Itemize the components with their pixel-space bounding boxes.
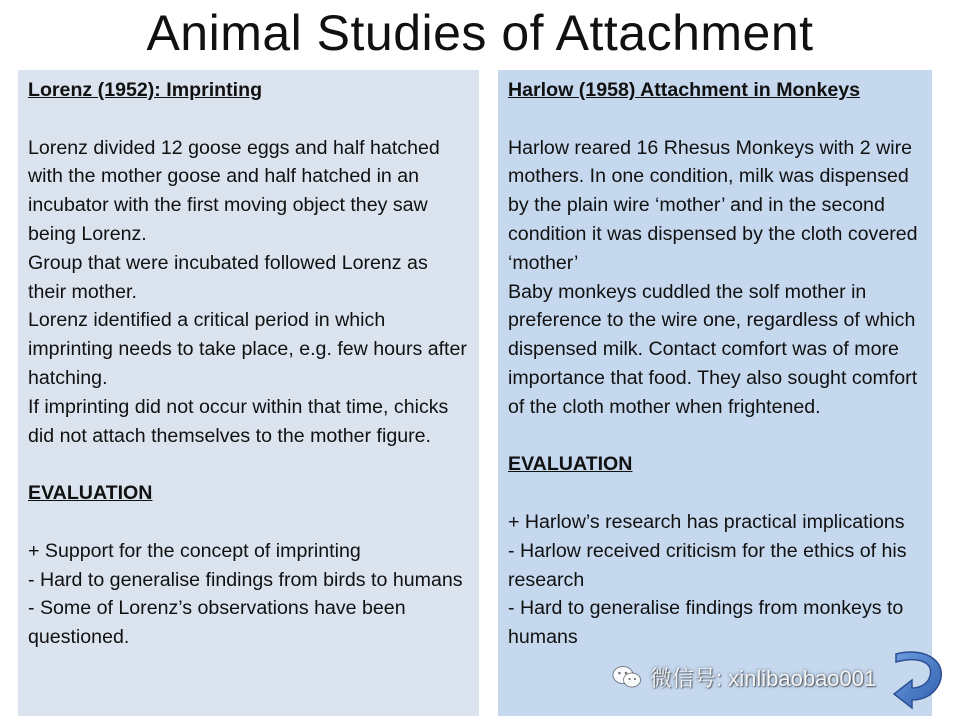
lorenz-paragraph: Lorenz divided 12 goose eggs and half hatched with the mother goose and half hatched in an incubator with the first moving object they saw being Lorenz.	[28, 136, 440, 245]
spacer	[28, 508, 469, 537]
lorenz-evaluation-heading: EVALUATION	[28, 482, 153, 505]
lorenz-paragraph: Lorenz identified a critical period in which imprinting needs to take place, e.g. few hours after hatching.	[28, 309, 467, 389]
spacer	[28, 450, 469, 479]
lorenz-evaluation-point: + Support for the concept of imprinting	[28, 539, 361, 562]
lorenz-heading: Lorenz (1952): Imprinting	[28, 79, 263, 101]
spacer	[508, 479, 922, 508]
lorenz-paragraph: If imprinting did not occur within that time, chicks did not attach themselves to the mother figure.	[28, 395, 449, 447]
harlow-paragraph: Harlow reared 16 Rhesus Monkeys with 2 wire mothers. In one condition, milk was dispensed by the plain wire ‘mother’ and in the second condition it was dispensed by the cloth covered ‘mother’	[508, 136, 918, 274]
harlow-evaluation-point: - Harlow received criticism for the ethics of his research	[508, 539, 907, 591]
watermark-text: 微信号: xinlibaobao001	[650, 665, 877, 691]
curved-arrow-icon	[888, 640, 948, 712]
lorenz-evaluation-point: - Some of Lorenz’s observations have been questioned.	[28, 597, 406, 649]
harlow-paragraph: Baby monkeys cuddled the solf mother in preference to the wire one, regardless of which dispensed milk. Contact comfort was of more importance that food. They also sought comfort of the cloth mother when frightened.	[508, 280, 918, 418]
slide-title: Animal Studies of Attachment	[146, 5, 814, 61]
spacer	[508, 105, 922, 134]
harlow-heading: Harlow (1958) Attachment in Monkeys	[508, 79, 861, 101]
harlow-evaluation-point: + Harlow’s research has practical implications	[508, 510, 905, 533]
wechat-watermark	[612, 660, 876, 694]
next-slide-button[interactable]	[888, 640, 948, 712]
lorenz-paragraph: Group that were incubated followed Lorenz as their mother.	[28, 251, 428, 303]
spacer	[508, 422, 922, 451]
harlow-evaluation-heading: EVALUATION	[508, 453, 633, 476]
lorenz-panel	[18, 70, 479, 716]
wechat-icon	[612, 664, 642, 690]
spacer	[28, 105, 469, 134]
harlow-panel	[498, 70, 932, 716]
lorenz-evaluation-point: - Hard to generalise findings from birds to humans	[28, 568, 463, 591]
harlow-evaluation-point: - Hard to generalise findings from monkeys to humans	[508, 597, 904, 649]
